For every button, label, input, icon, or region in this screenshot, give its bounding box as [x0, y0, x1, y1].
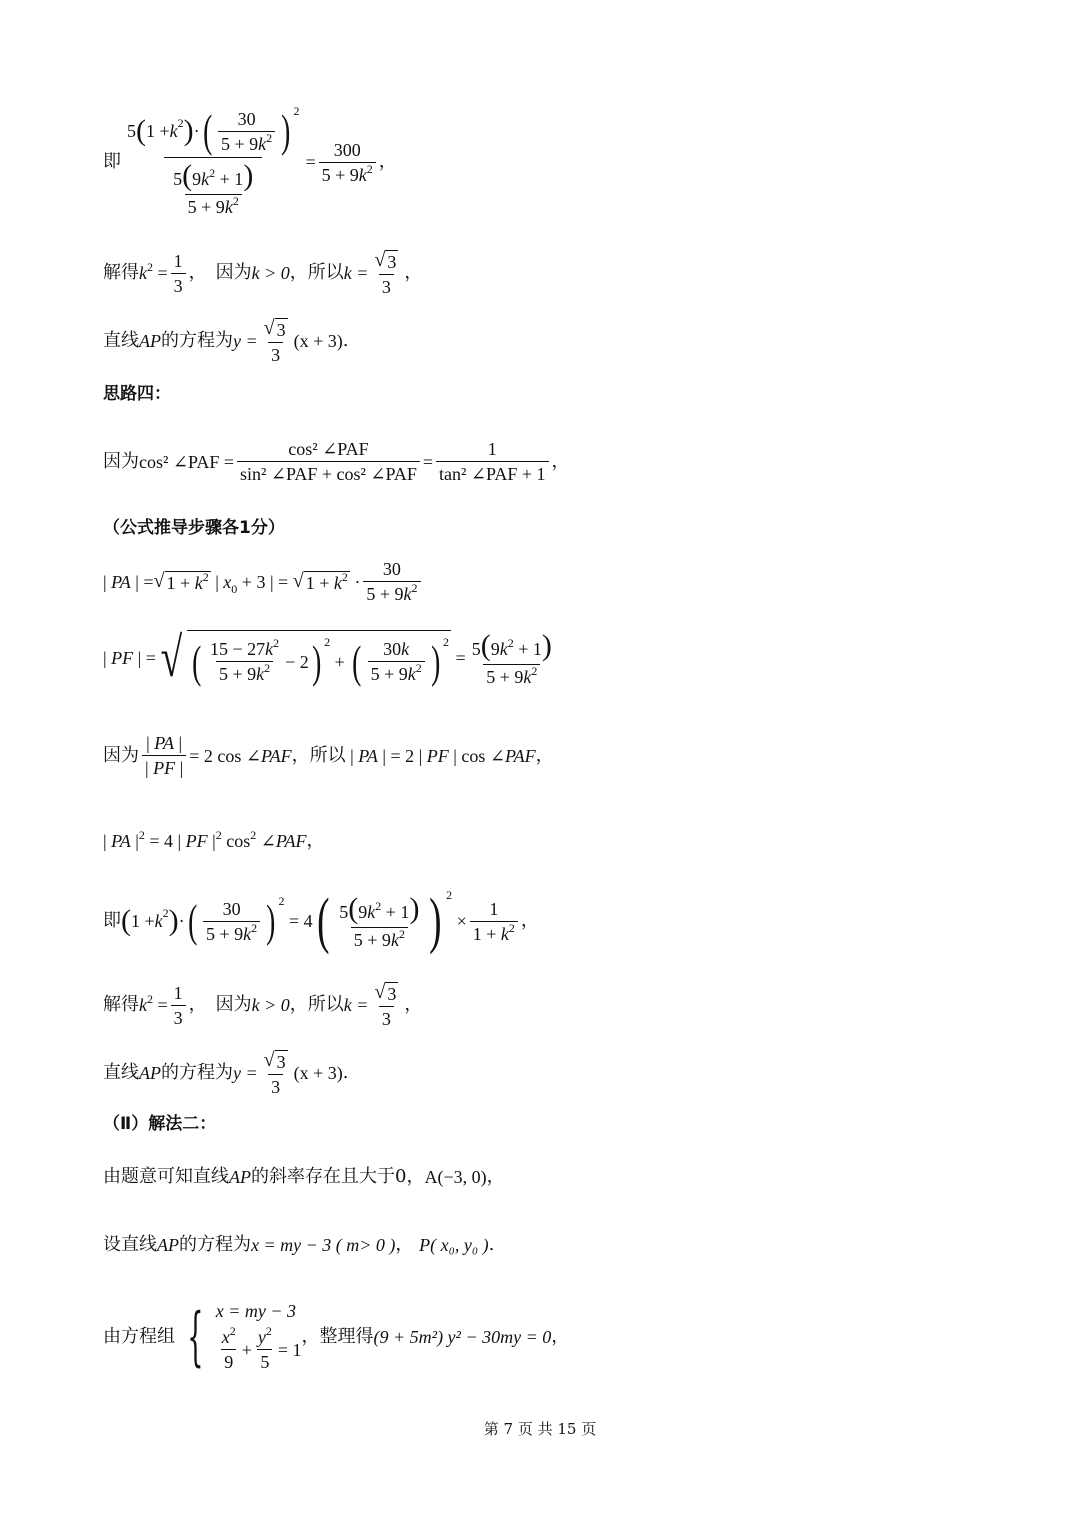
label-ap: AP [229, 1167, 251, 1187]
big-fraction: 5 ( 1 + k 2 ) · ( $\frac{30}{5 + 9k^2}$ ) 2 $\frac{5(9k^2 + 1)}{5 + 9k^2}$ [127, 104, 300, 217]
period: . [342, 1062, 349, 1083]
comma: ， [551, 1325, 570, 1347]
cos2-paf: cos² ∠PAF [139, 451, 220, 472]
cos-identity-line: 因为 cos² ∠PAF = $\frac{\text{cos² ∠PAF}}{\text{sin² ∠PAF + cos² ∠PAF}}$ = $\frac{1}{\text{tan² ∠PAF + 1}}$ ， [103, 439, 570, 484]
comma: ， [486, 1166, 505, 1187]
system-eq-1: x = my − 3 [215, 1301, 296, 1321]
text-system: 由方程组 [103, 1325, 175, 1347]
text-so: ，所以 [291, 744, 346, 766]
fraction-one-third: $\frac{1}{3}$ [171, 252, 186, 295]
x-plus-3: (x + 3) [293, 1063, 343, 1083]
pa-length-line: | PA | = √ $1 + k^2$ | $x_0 + 3$ | = √ $1 + k^2$ · $\frac{30}{5 + 9k^2}$ [103, 560, 424, 603]
text-equation-is: 的方程为 [161, 330, 233, 351]
line-ap-equation-2: 直线 AP 的方程为 y = √ 3 3 (x + 3) . [103, 1049, 349, 1097]
text-equation-is: 的方程为 [161, 1062, 233, 1083]
text-solve: 解得 [103, 994, 139, 1015]
comma: ， [378, 151, 397, 172]
k-positive: k > 0 [251, 995, 290, 1015]
solve-k-line: 解得 $k^2$ = $\frac{1}{3}$ ， 因为 k > 0 ，所以 k = √ 3 3 ， [103, 249, 423, 297]
text-because: 因为 [103, 450, 139, 472]
period: . [342, 330, 349, 351]
squared-relation-line: | PA $|^2 = 4$ | PF $|^2$ $\cos^2$ ∠PAF ， [103, 828, 325, 851]
label-ap: AP [157, 1235, 179, 1255]
comma: ， [404, 262, 423, 283]
comma: ， [535, 744, 554, 766]
text-solve: 解得 [103, 262, 139, 283]
text-equation-is: 的方程为 [179, 1234, 251, 1255]
line-ap-equation [103, 318, 349, 364]
text-so: ，所以 [289, 994, 344, 1015]
y-eq: y = [233, 1063, 258, 1083]
scoring-note: （公式推导步骤各1分） [103, 518, 285, 538]
text-slope-positive: 的斜率存在且大于0， [251, 1166, 425, 1187]
result-equation: (9 + 5m²) y² − 30my = 0 [373, 1326, 552, 1347]
heading-method-2: （Ⅱ）解法二： [103, 1114, 217, 1134]
line-equation: x = my − 3 ( m> 0 ) [251, 1235, 396, 1255]
point-a: A(−3, 0) [424, 1167, 487, 1187]
text-because: ， 因为 [188, 262, 252, 283]
pf-length-line: | PF | = √ ( $\frac{15 - 27k^2}{5 + 9k^2}$ − 2 ) 2 + ( $\frac{30k}{5 + 9k^2}$ ) 2 = $\frac{5(9k^2 + 1)}{5 + 9k^2}$ [103, 627, 552, 689]
fraction-300: $\frac{300}{5 + 9k^2}$ [319, 141, 376, 184]
text-ji: 即 [103, 151, 121, 172]
text-because: ， 因为 [188, 994, 252, 1015]
text-simplify: ，整理得 [301, 1325, 374, 1347]
text-line: 直线 [103, 330, 139, 351]
label-ap: AP [139, 1063, 161, 1083]
text-given: 由题意可知直线 [103, 1166, 229, 1187]
text-let-line: 设直线 [103, 1234, 157, 1255]
slope-condition-line [103, 1168, 505, 1186]
period: . [488, 1234, 495, 1255]
k-eq: k = [343, 263, 369, 283]
fraction-one-over-tan: $\frac{1}{\text{tan² ∠PAF + 1}}$ [436, 440, 549, 483]
solve-k-line-2: 解得 $k^2$ = $\frac{1}{3}$ ， 因为 k > 0 ，所以 k = √ 3 3 ， [103, 981, 423, 1029]
k-positive: k > 0 [251, 263, 290, 283]
comma: ， [520, 910, 539, 931]
label-ap: AP [139, 331, 161, 351]
fraction-sqrt3-over-3: √ 3 3 [374, 249, 397, 297]
text-because: 因为 [103, 744, 139, 766]
text-line: 直线 [103, 1062, 139, 1083]
x-plus-3: (x + 3) [293, 331, 343, 351]
y-eq: y = [233, 331, 258, 351]
point-p: P( x₀, y₀ ) [419, 1235, 489, 1255]
system-equations-line: 由方程组 { x = my − 3 $\frac{x^2}{9}$ + $\frac{y^2}{5}$ = 1 ，整理得 (9 + 5m²) y² − 30my = 0 ， [103, 1299, 570, 1374]
pa-pf-ratio-line: 因为 $\frac{| PA |}{| PF |}$ = 2 cos ∠PAF ，所以 | PA | = 2 | PF | cos ∠PAF ， [103, 733, 554, 778]
heading-approach-4: 思路四： [103, 384, 171, 404]
comma: ， [551, 450, 570, 472]
k-eq: k = [343, 995, 369, 1015]
comma: ， [306, 830, 325, 851]
equation-system: x = my − 3 $\frac{x^2}{9}$ + $\frac{y^2}{5}$ = 1 [215, 1301, 302, 1372]
comma: ， [404, 994, 423, 1015]
equation-substituted-line: 即 ( 1 + k 2 ) · ( $\frac{30}{5 + 9k^2}$ ) 2 = 4 ( $\frac{5(9k^2 + 1)}{5 + 9k^2}$ ) 2 × $\frac{1}{1 + k^2}$ ， [103, 887, 539, 955]
text-ji: 即 [103, 910, 121, 931]
fraction-cos-over-sum: $\frac{\text{cos² ∠PAF}}{\text{sin² ∠PAF + cos² ∠PAF}}$ [237, 440, 420, 483]
text-so: ，所以 [289, 262, 344, 283]
fraction-sqrt3-over-3: √ 3 3 [263, 317, 286, 365]
equation-ratio-block: 即 5 ( 1 + k 2 ) · ( $\frac{30}{5 + 9k^2}$ ) 2 $\frac{5(9k^2 + 1)}{5 + 9k^2}$ = $\frac{300}{5 + 9k^2}$ ， [103, 104, 397, 217]
page-footer: 第 7 页 共 15 页 [483, 1420, 597, 1438]
line-definition-line: 设直线 AP 的方程为 x = my − 3 ( m> 0 ) ， P( x₀, y₀ ) . [103, 1234, 495, 1255]
